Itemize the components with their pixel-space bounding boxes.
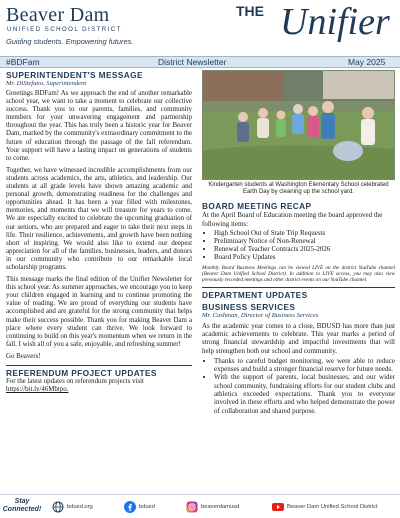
section-divider <box>202 287 395 288</box>
issue-date: May 2025 <box>348 57 386 67</box>
section-divider <box>6 365 192 366</box>
footer-youtube[interactable] <box>272 500 378 514</box>
masthead <box>0 0 400 56</box>
board-items <box>202 229 395 262</box>
footer <box>0 494 400 518</box>
district-name: Beaver Dam <box>6 4 110 26</box>
district-subtitle: UNIFIED SCHOOL DISTRICT <box>7 26 122 33</box>
referendum-text-body: For the latest updates on referendum projects visit <box>6 378 144 385</box>
board-item: • Board Policy Updates <box>214 253 395 261</box>
business-byline: Mr. Cashman, Director of Business Services <box>202 311 319 319</box>
board-youtube-note: Monthly Board Business Meetings can be viewed LIVE on the district YouTube channel (Beaver Dam Unified School District). In addition to LIVE access, you may also view previously recorded meetings and other district events on our YouTube channel. <box>202 264 395 284</box>
footer-instagram[interactable] <box>186 500 239 514</box>
business-items <box>202 357 395 415</box>
right-column <box>202 70 395 418</box>
referendum-text <box>6 378 192 394</box>
superintendent-paragraph-1: Greetings BDFam! As we approach the end of another remarkable school year, we want to take a moment to celebrate our collective success. Thank you to our parents, families, and community members for your unwavering engagement and partnership throughout the year. This has truly been a historic year for Beaver Dam, marked by the community's extraordinary commitment to the future of education through the passage of the fall referendum. Your support will have a lasting impact on generations of students to come. <box>6 90 192 162</box>
newsletter-title: Unifier <box>280 1 390 43</box>
youtube-icon <box>272 501 284 513</box>
district-tagline: Guiding students. Empowering futures. <box>6 37 134 46</box>
left-column <box>6 70 192 394</box>
board-item: • Renewal of Teacher Contracts 2025-2026 <box>214 245 395 253</box>
board-heading: BOARD MEETING RECAP <box>202 201 312 212</box>
earth-day-photo-art <box>203 71 395 180</box>
superintendent-paragraph-3: This message marks the final edition of the Unifier Newsletter for this school year. As summer approaches, we encourage you to keep your children engaged in learning and to continue promoting the value of reading. We are proud of everything our students have accomplished and are grateful for the strong community that helps make their success possible. Thank you for making Beaver Dam a place where every student can thrive. We look forward to continuing to build on this year's momentum when we return in the fall. I wish all of you a safe, enjoyable, and refreshing summer! <box>6 276 192 348</box>
earth-day-photo <box>202 70 395 180</box>
youtube-label: Beaver Dam Unified School District <box>287 504 378 510</box>
facebook-icon <box>124 501 136 513</box>
business-services-heading: BUSINESS SERVICES <box>202 301 296 312</box>
footer-facebook[interactable] <box>124 500 155 514</box>
band-label: District Newsletter <box>158 57 227 67</box>
board-item: • Preliminary Notice of Non-Renewal <box>214 237 395 245</box>
website-label: bdusd.org <box>67 504 93 510</box>
business-item: • With the support of parents, local businesses, and our wider school community, fundraising efforts for our student clubs and athletics exceeded expectations. Thank you to everyone involved in these efforts and who helped demonstrate the power of collaboration and shared purpose. <box>214 373 395 414</box>
superintendent-signoff: Go Beavers! <box>6 352 41 360</box>
board-item: • High School Out of State Trip Requests <box>214 229 395 237</box>
stay-connected-label: Stay Connected! <box>2 498 42 513</box>
instagram-label: beaverdamusd <box>201 504 240 510</box>
superintendent-byline: Mr. DiStefano, Superintendent <box>6 80 87 87</box>
board-intro: At the April Board of Education meeting the board approved the following items: <box>202 211 383 228</box>
business-item: • Thanks to careful budget monitoring, we were able to reduce expenses and build a stronger financial reserve for future needs. <box>214 357 395 374</box>
photo-caption: Kindergarten students at Washington Elementary School celebrated Earth Day by cleaning up the school yard. <box>208 182 389 196</box>
business-paragraph: As the academic year comes to a close, BDUSD has more than just academic achievements to celebrate. This year marks a period of strong financial stewardship and impactful investments that will help strengthen both our school and community. <box>202 321 395 355</box>
facebook-label: bdusd <box>139 504 155 510</box>
superintendent-heading: SUPERINTENDENT'S MESSAGE <box>6 70 143 80</box>
superintendent-paragraph-2: Together, we have witnessed incredible accomplishments from our students across academics, the arts, athletics, and leadership. Our students at all grade levels have shown amazing academic and personal growth, demonstrating readiness for the challenges and opportunities ahead. It has been a year filled with milestones, memories, and moments that we will treasure for years to come. We are especially excited to celebrate the upcoming graduation of our seniors, who are prepared and eager to take their next steps in life. Their resilience, achievements, and growth have been nothing short of inspiring. We would also like to extend our deepest appreciation for all of the families, businesses, leaders, and donors in our community who contribute to our remarkable local scholarship programs. <box>6 166 192 271</box>
footer-website[interactable] <box>52 500 93 514</box>
referendum-heading: REFERENDUM PFOJECT UPDATES <box>6 368 157 378</box>
info-band <box>0 56 400 68</box>
referendum-link[interactable]: https://bit.ly/46Mbtpo. <box>6 386 69 394</box>
globe-icon <box>52 501 64 513</box>
newsletter-the: THE <box>236 3 264 19</box>
departments-heading: DEPARTMENT UPDATES <box>202 289 308 300</box>
hashtag: #BDFam <box>6 57 40 67</box>
instagram-icon <box>186 501 198 513</box>
